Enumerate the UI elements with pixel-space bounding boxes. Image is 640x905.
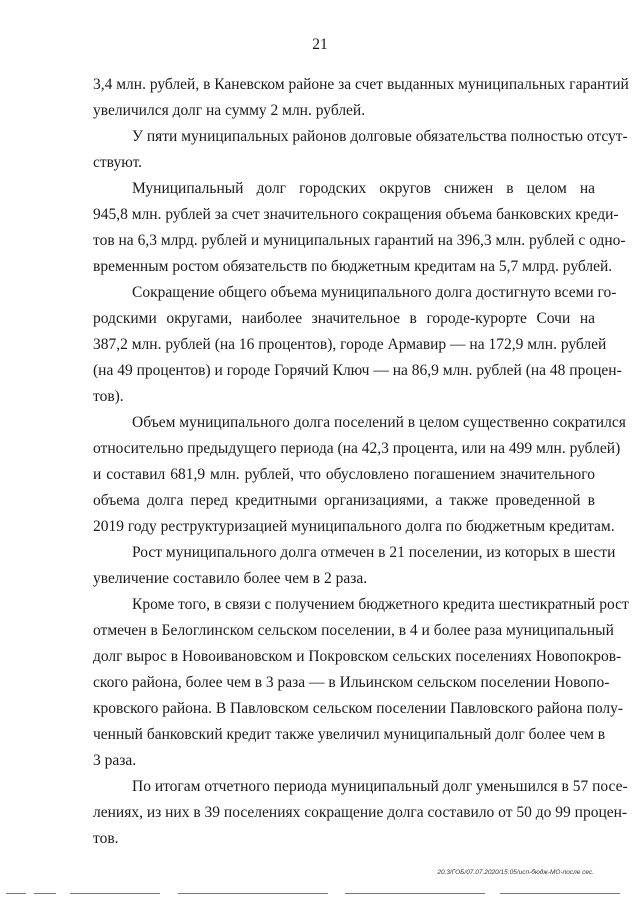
text-line: тов). (93, 388, 124, 405)
text-line: долг вырос в Новоивановском и Покровском сельских поселениях Новопокров- (93, 648, 622, 665)
text-line: 945,8 млн. рублей за счет значительного сокращения объема банковских креди- (93, 206, 619, 223)
text-line: кровского района. В Павловском сельском поселении Павловского района полу- (93, 700, 624, 717)
text-line: Сокращение общего объема муниципального долга достигнуто всеми го- (132, 284, 617, 301)
text-line: ствуют. (93, 154, 143, 171)
text-line: По итогам отчетного периода муниципальный долг уменьшился в 57 посе- (132, 778, 628, 795)
text-line: Рост муниципального долга отмечен в 21 поселении, из которых в шести (132, 544, 616, 561)
text-line: увеличение составило более чем в 2 раза. (93, 570, 368, 587)
text-line: Кроме того, в связи с получением бюджетного кредита шестикратный рост (132, 596, 629, 613)
text-line: 387,2 млн. рублей (на 16 процентов), городе Армавир — на 172,9 млн. рублей (93, 336, 607, 353)
text-line: лениях, из них в 39 поселениях сокращение долга составило от 50 до 99 процен- (93, 804, 628, 821)
text-line: (на 49 процентов) и городе Горячий Ключ — на 86,9 млн. рублей (на 48 процен- (93, 362, 622, 379)
text-line: ченный банковский кредит также увеличил муниципальный долг более чем в (93, 726, 606, 743)
page-number: 21 (312, 36, 328, 53)
text-line: увеличился долг на сумму 2 млн. рублей. (93, 102, 366, 119)
text-line: тов на 6,3 млрд. рублей и муниципальных гарантий на 396,3 млн. рублей с одно- (93, 232, 626, 249)
text-line: относительно предыдущего периода (на 42,3 процента, или на 499 млн. рублей) (93, 440, 621, 457)
text-line: 2019 году реструктуризацией муниципального долга по бюджетным кредитам. (93, 518, 615, 535)
text-line: 3,4 млн. рублей, в Каневском районе за счет выданных муниципальных гарантий (93, 76, 629, 93)
text-line: ского района, более чем в 3 раза — в Ильинском сельском поселении Новопо- (93, 674, 610, 691)
text-line: тов. (93, 830, 119, 847)
text-line: и составил 681,9 млн. рублей, что обусловлено погашением значительного (93, 466, 595, 483)
text-line: отмечен в Белоглинском сельском поселении, в 4 и более раза муниципальный (93, 622, 614, 639)
text-line: временным ростом обязательств по бюджетным кредитам на 5,7 млрд. рублей. (93, 258, 613, 275)
text-line: объема долга перед кредитными организациями, а также проведенной в (93, 492, 595, 509)
footer-rule (0, 893, 640, 896)
text-line: родскими округами, наиболее значительное в городе-курорте Сочи на (93, 310, 595, 327)
text-line: Объем муниципального долга поселений в целом существенно сократился (132, 414, 626, 431)
text-line: У пяти муниципальных районов долговые обязательства полностью отсут- (132, 128, 628, 145)
footer-code: 20.3/ГОБ/07.07.2020/15:05/исп-бюдж-МО-после сес. (437, 869, 594, 876)
text-line: Муниципальный долг городских округов снижен в целом на (132, 180, 595, 197)
text-line: 3 раза. (93, 752, 137, 769)
